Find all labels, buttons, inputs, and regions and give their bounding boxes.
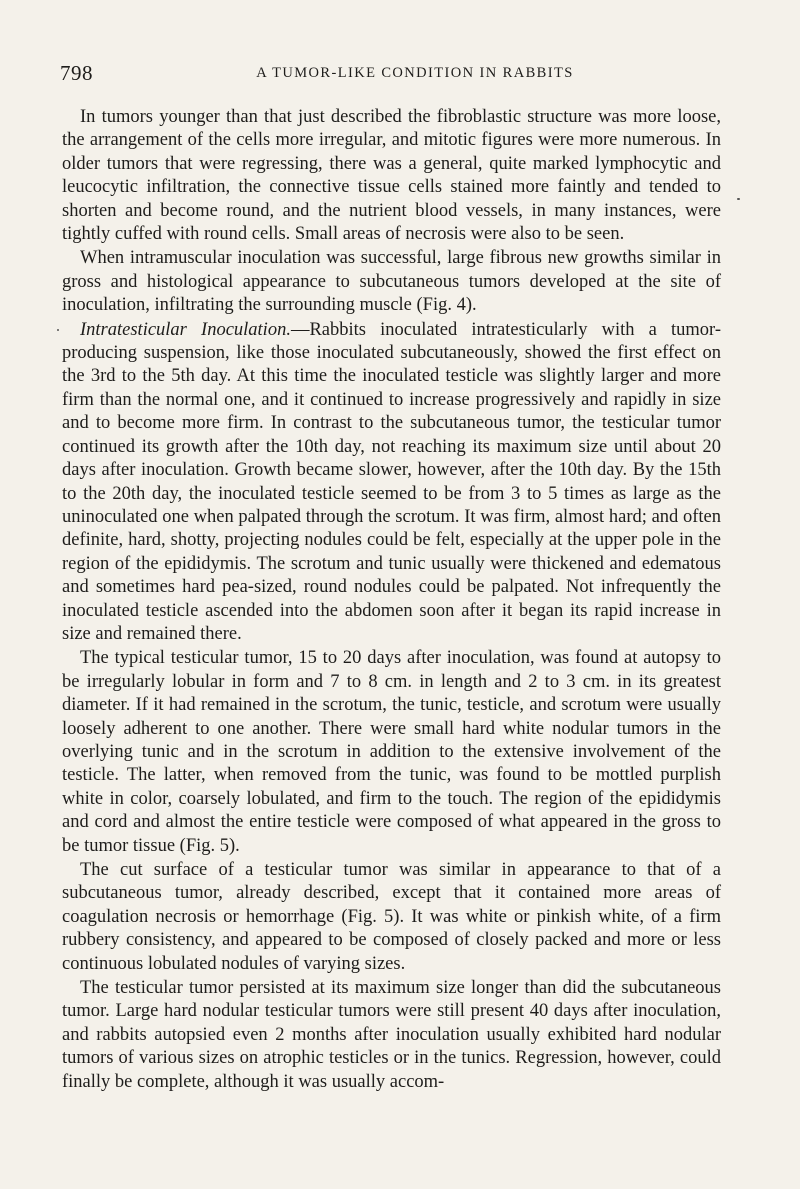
body-text — [62, 106, 721, 1094]
print-speck — [57, 329, 59, 331]
section-run-in-heading: Intratesticular Inoculation. — [80, 319, 291, 340]
paragraph-younger-tumors: In tumors younger than that just described the fibroblastic structure was more loose, the arrangement of the cells more irregular, and mitotic figures were more numerous. In older tumors that were regressing, there was a general, quite marked lymphocytic and leucocytic infiltration, the connective tissue cells stained more faintly and tended to shorten and become round, and the nutrient blood vessels, in many instances, were tightly cuffed with round cells. Small areas of necrosis were also to be seen. — [62, 107, 721, 245]
running-head — [60, 58, 740, 88]
paragraph-intratesticular: Intratesticular Inoculation.—Rabbits inoculated intratesticularly with a tumor-producing suspension, like those inoculated subcutaneously, showed the first effect on the 3rd to the 5th day. At this time the inoculated testicle was slightly larger and more firm than the normal one, and it continued to increase progressively and rapidly in size and to become more firm. In contrast to the subcutaneous tumor, the testicular tumor continued its growth after the 10th day, not reaching its maximum size until about 20 days after inoculation. Growth became slower, however, after the 10th day. By the 15th to the 20th day, the inoculated testicle seemed to be from 3 to 5 times as large as the uninoculated one when palpated through the scrotum. It was firm, almost hard; and often definite, hard, shotty, projecting nodules could be felt, especially at the upper pole in the region of the epididymis. The scrotum and tunic usually were thickened and edematous and sometimes hard pea-sized, round nodules could be palpated. Not infrequently the inoculated testicle ascended into the abdomen soon after it began its rapid increase in size and remained there. — [62, 319, 721, 644]
page-number: 798 — [60, 61, 93, 85]
running-title: A TUMOR-LIKE CONDITION IN RABBITS — [256, 65, 574, 81]
paragraph-intramuscular: When intramuscular inoculation was successful, large fibrous new growths similar in gross and histological appearance to subcutaneous tumors developed at the site of inoculation, infiltrating the surrounding muscle (Fig. 4). — [62, 248, 721, 316]
print-speck — [737, 198, 740, 200]
paragraph-cut-surface: The cut surface of a testicular tumor was similar in appearance to that of a subcutaneous tumor, already described, except that it contained more areas of coagulation necrosis or hemorrhage (Fig. 5). It was white or pinkish white, of a firm rubbery consistency, and appeared to be composed of closely packed and more or less continuous lobulated nodules of varying sizes. — [62, 860, 721, 974]
paragraph-typical-tumor: The typical testicular tumor, 15 to 20 days after inoculation, was found at autopsy to be irregularly lobular in form and 7 to 8 cm. in length and 2 to 3 cm. in its greatest diameter. If it had remained in the scrotum, the tunic, testicle, and scrotum were usually loosely adherent to one another. There were small hard white nodular tumors in the overlying tunic and in the scrotum in addition to the extensive involvement of the testicle. The latter, when removed from the tunic, was found to be mottled purplish white in color, coarsely lobulated, and firm to the touch. The region of the epididymis and cord and almost the entire testicle were composed of what appeared in the gross to be tumor tissue (Fig. 5). — [62, 648, 721, 856]
paragraph-persistence: The testicular tumor persisted at its maximum size longer than did the subcutaneous tumor. Large hard nodular testicular tumors were still present 40 days after inoculation, and rabbits autopsied even 2 months after inoculation usually exhibited hard nodular tumors of various sizes on atrophic testicles or in the tunics. Regression, however, could finally be complete, although it was usually accom- — [62, 978, 721, 1092]
